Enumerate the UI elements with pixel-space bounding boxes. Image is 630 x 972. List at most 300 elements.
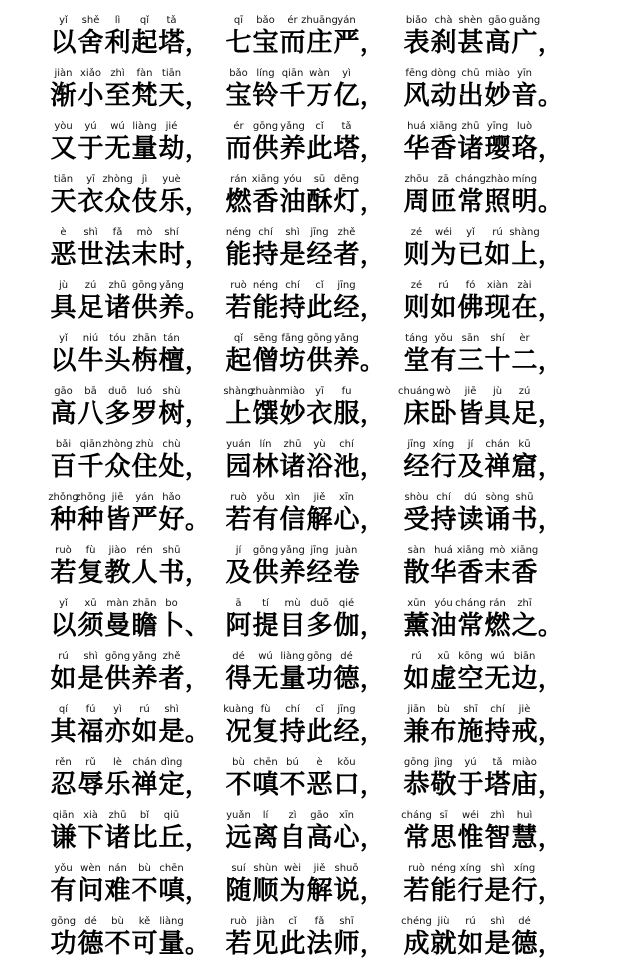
hanzi-character: 况 xyxy=(225,717,252,747)
character-cell xyxy=(333,650,360,695)
pinyin-annotation: ruò xyxy=(230,280,247,291)
hanzi-character: 常 xyxy=(457,611,484,641)
pinyin-annotation: xiāng xyxy=(456,545,485,556)
character-cell xyxy=(225,862,252,907)
hanzi-character: 如 xyxy=(131,717,158,747)
hanzi-character: 薰 xyxy=(403,611,430,641)
pinyin-annotation: wú xyxy=(110,121,125,132)
pinyin-annotation: xiāng xyxy=(251,174,280,185)
character-cell xyxy=(279,915,306,960)
pinyin-annotation: fēng xyxy=(405,68,428,79)
hanzi-character: 是 xyxy=(484,929,511,959)
pinyin-annotation: tǎ xyxy=(341,121,352,132)
hanzi-character: 复 xyxy=(77,558,104,588)
verse-line xyxy=(0,536,630,589)
character-cell xyxy=(403,703,430,748)
pinyin-annotation: yǎng xyxy=(280,545,305,556)
character-cell xyxy=(301,14,338,59)
pinyin-annotation: liàng xyxy=(132,121,157,132)
verse-line xyxy=(0,165,630,218)
hanzi-character: 行 xyxy=(457,876,484,906)
pinyin-annotation: jù xyxy=(492,386,503,397)
pinyin-annotation: shì xyxy=(83,227,98,238)
character-cell xyxy=(511,173,538,218)
character-cell xyxy=(333,332,360,377)
character-cell xyxy=(511,544,538,589)
punctuation-mark: ， xyxy=(538,135,562,163)
pinyin-annotation: zhuāng xyxy=(301,15,338,26)
pinyin-annotation: fàn xyxy=(136,68,153,79)
punctuation-mark: ， xyxy=(360,400,384,428)
punctuation-mark: ， xyxy=(538,930,562,958)
hanzi-character: 具 xyxy=(50,293,77,323)
pinyin-annotation: zhì xyxy=(490,810,505,821)
punctuation-mark: ， xyxy=(360,29,384,57)
punctuation-mark: ， xyxy=(185,877,209,905)
pinyin-annotation: bù xyxy=(138,863,151,874)
hanzi-character: 施 xyxy=(457,717,484,747)
hanzi-character: 法 xyxy=(104,240,131,270)
hanzi-character: 智 xyxy=(484,823,511,853)
character-cell xyxy=(279,809,306,854)
character-cell xyxy=(158,173,185,218)
character-cell xyxy=(306,915,333,960)
character-cell xyxy=(158,862,185,907)
pinyin-annotation: shì xyxy=(490,863,505,874)
hanzi-character: 于 xyxy=(77,134,104,164)
hanzi-character: 不 xyxy=(279,770,306,800)
pinyin-annotation: qí xyxy=(58,704,69,715)
character-cell xyxy=(104,14,131,59)
pinyin-annotation: niú xyxy=(82,333,99,344)
punctuation-mark: ， xyxy=(360,771,384,799)
hanzi-character: 香 xyxy=(457,558,484,588)
character-cell xyxy=(252,809,279,854)
character-cell xyxy=(50,385,77,430)
hanzi-character: 风 xyxy=(403,81,430,111)
hanzi-character: 宝 xyxy=(252,28,279,58)
pinyin-annotation: miào xyxy=(512,757,537,768)
character-cell xyxy=(158,915,185,960)
character-cell xyxy=(333,385,360,430)
hanzi-character: 是 xyxy=(77,664,104,694)
hanzi-character: 能 xyxy=(430,876,457,906)
character-cell xyxy=(403,173,430,218)
character-cell xyxy=(430,385,457,430)
hanzi-character: 油 xyxy=(430,611,457,641)
pinyin-annotation: kǒu xyxy=(337,757,356,768)
hanzi-character: 得 xyxy=(225,664,252,694)
character-cell xyxy=(430,862,457,907)
pinyin-annotation: bú xyxy=(286,757,299,768)
hanzi-character: 法 xyxy=(306,929,333,959)
character-cell xyxy=(50,279,77,324)
punctuation-mark: ， xyxy=(360,506,384,534)
pinyin-annotation: yǎng xyxy=(334,333,359,344)
hanzi-character: 树 xyxy=(158,399,185,429)
hanzi-character: 表 xyxy=(403,28,430,58)
pinyin-annotation: mò xyxy=(136,227,153,238)
pinyin-annotation: kū xyxy=(518,439,531,450)
character-cell xyxy=(252,120,279,165)
pinyin-annotation: jiě xyxy=(313,863,326,874)
hanzi-character: 时 xyxy=(158,240,185,270)
pinyin-annotation: yuǎn xyxy=(226,810,251,821)
character-cell xyxy=(430,120,457,165)
character-cell xyxy=(279,120,306,165)
character-cell xyxy=(457,915,484,960)
verse-phrase xyxy=(50,483,225,536)
pinyin-annotation: shī xyxy=(339,916,354,927)
character-cell xyxy=(403,809,430,854)
character-cell xyxy=(252,491,279,536)
character-cell xyxy=(131,703,158,748)
verse-phrase xyxy=(50,6,225,59)
character-cell xyxy=(252,756,279,801)
character-cell xyxy=(50,862,77,907)
hanzi-character: 卷 xyxy=(333,558,360,588)
character-cell xyxy=(104,385,131,430)
punctuation-mark: ， xyxy=(185,188,209,216)
hanzi-character: 二 xyxy=(511,346,538,376)
pinyin-annotation: néng xyxy=(252,280,279,291)
character-cell xyxy=(252,173,279,218)
punctuation-mark: 、 xyxy=(185,612,209,640)
pinyin-annotation: guǎng xyxy=(508,15,541,26)
verse-line xyxy=(0,430,630,483)
pinyin-annotation: xiàn xyxy=(486,280,509,291)
character-cell xyxy=(403,650,430,695)
character-cell xyxy=(77,14,104,59)
hanzi-character: 丘 xyxy=(158,823,185,853)
character-cell xyxy=(50,809,77,854)
pinyin-annotation: zhān xyxy=(132,598,157,609)
hanzi-character: 解 xyxy=(306,876,333,906)
pinyin-annotation: yǎng xyxy=(159,280,184,291)
pinyin-annotation: lè xyxy=(113,757,122,768)
verse-phrase xyxy=(403,165,578,218)
pinyin-annotation: huá xyxy=(407,121,426,132)
verse-phrase xyxy=(225,801,403,854)
hanzi-character: 成 xyxy=(403,929,430,959)
character-cell xyxy=(158,703,185,748)
verse-line xyxy=(0,324,630,377)
pinyin-annotation: kě xyxy=(138,916,151,927)
pinyin-annotation: luó xyxy=(136,386,153,397)
hanzi-character: 小 xyxy=(77,81,104,111)
pinyin-annotation: yīng xyxy=(486,121,509,132)
hanzi-character: 禅 xyxy=(484,452,511,482)
pinyin-annotation: chí xyxy=(490,704,505,715)
verse-phrase xyxy=(50,165,225,218)
hanzi-character: 布 xyxy=(430,717,457,747)
character-cell xyxy=(457,120,484,165)
hanzi-character: 量 xyxy=(158,929,185,959)
pinyin-annotation: tǎ xyxy=(166,15,177,26)
character-cell xyxy=(457,14,484,59)
punctuation-mark: ， xyxy=(360,82,384,110)
pinyin-annotation: jiè xyxy=(518,704,531,715)
character-cell xyxy=(104,597,131,642)
pinyin-annotation: mù xyxy=(284,598,301,609)
hanzi-character: 十 xyxy=(484,346,511,376)
verse-phrase xyxy=(225,59,403,112)
character-cell xyxy=(225,544,252,589)
pinyin-annotation: qǐ xyxy=(139,15,150,26)
hanzi-character: 持 xyxy=(430,505,457,535)
character-cell xyxy=(50,597,77,642)
pinyin-annotation: shì xyxy=(285,227,300,238)
pinyin-annotation: dé xyxy=(340,651,353,662)
verse-phrase xyxy=(225,642,403,695)
pinyin-annotation: wéi xyxy=(434,227,453,238)
pinyin-annotation: yǒu xyxy=(54,863,73,874)
hanzi-character: 甚 xyxy=(457,28,484,58)
pinyin-annotation: sēng xyxy=(253,333,278,344)
verse-phrase xyxy=(403,483,578,536)
hanzi-character: 高 xyxy=(484,28,511,58)
hanzi-character: 诸 xyxy=(279,452,306,482)
hanzi-character: 林 xyxy=(252,452,279,482)
pinyin-annotation: shù xyxy=(162,386,181,397)
punctuation-mark: ， xyxy=(360,188,384,216)
pinyin-annotation: bǎi xyxy=(55,439,72,450)
character-cell xyxy=(430,915,457,960)
character-cell xyxy=(484,756,511,801)
verse-phrase xyxy=(403,112,578,165)
pinyin-annotation: gōng xyxy=(252,545,279,556)
hanzi-character: 之 xyxy=(511,611,538,641)
character-cell xyxy=(511,650,538,695)
pinyin-annotation: jù xyxy=(58,280,69,291)
character-cell xyxy=(403,544,430,589)
hanzi-character: 诸 xyxy=(457,134,484,164)
pinyin-annotation: jīng xyxy=(337,704,356,715)
pinyin-annotation: xíng xyxy=(459,863,482,874)
hanzi-character: 忍 xyxy=(50,770,77,800)
hanzi-character: 心 xyxy=(333,505,360,535)
pinyin-annotation: zhū xyxy=(108,280,127,291)
character-cell xyxy=(403,332,430,377)
verse-phrase xyxy=(403,854,578,907)
hanzi-character: 谦 xyxy=(50,823,77,853)
hanzi-character: 僧 xyxy=(252,346,279,376)
pinyin-annotation: zì xyxy=(288,810,297,821)
hanzi-character: 万 xyxy=(306,81,333,111)
verse-phrase xyxy=(403,748,578,801)
punctuation-mark: ， xyxy=(360,930,384,958)
pinyin-annotation: shuō xyxy=(334,863,359,874)
pinyin-annotation: jīng xyxy=(310,545,329,556)
character-cell xyxy=(306,279,333,324)
character-cell xyxy=(77,650,104,695)
pinyin-annotation: fu xyxy=(341,386,352,397)
hanzi-character: 行 xyxy=(511,876,538,906)
hanzi-character: 卜 xyxy=(158,611,185,641)
character-cell xyxy=(104,915,131,960)
pinyin-annotation: kuàng xyxy=(223,704,254,715)
pinyin-annotation: ruò xyxy=(230,492,247,503)
character-cell xyxy=(77,862,104,907)
verse-phrase xyxy=(403,907,578,960)
hanzi-character: 下 xyxy=(77,823,104,853)
hanzi-character: 末 xyxy=(131,240,158,270)
hanzi-character: 处 xyxy=(158,452,185,482)
character-cell xyxy=(77,809,104,854)
hanzi-character: 供 xyxy=(104,664,131,694)
pinyin-annotation: shī xyxy=(463,704,478,715)
pinyin-annotation: míng xyxy=(511,174,538,185)
hanzi-character: 天 xyxy=(50,187,77,217)
pinyin-annotation: fǎ xyxy=(314,916,325,927)
punctuation-mark: 。 xyxy=(185,718,209,746)
pinyin-annotation: chí xyxy=(285,280,300,291)
character-cell xyxy=(252,544,279,589)
character-cell xyxy=(131,597,158,642)
character-cell xyxy=(484,279,511,324)
pinyin-annotation: yuán xyxy=(226,439,251,450)
pinyin-annotation: rú xyxy=(438,280,449,291)
character-cell xyxy=(511,703,538,748)
punctuation-mark: ， xyxy=(360,824,384,852)
character-cell xyxy=(252,67,279,112)
character-cell xyxy=(104,809,131,854)
hanzi-character: 敬 xyxy=(430,770,457,800)
hanzi-character: 为 xyxy=(430,240,457,270)
character-cell xyxy=(158,14,185,59)
hanzi-character: 无 xyxy=(252,664,279,694)
verse-phrase xyxy=(403,801,578,854)
punctuation-mark: ， xyxy=(185,824,209,852)
pinyin-annotation: juàn xyxy=(335,545,358,556)
pinyin-annotation: huì xyxy=(516,810,533,821)
hanzi-character: 能 xyxy=(252,293,279,323)
pinyin-annotation: rǔ xyxy=(85,757,96,768)
hanzi-character: 衣 xyxy=(77,187,104,217)
pinyin-annotation: xiǎo xyxy=(80,68,101,79)
hanzi-character: 离 xyxy=(252,823,279,853)
pinyin-annotation: cháng xyxy=(455,598,486,609)
hanzi-character: 嗔 xyxy=(158,876,185,906)
character-cell xyxy=(403,862,430,907)
character-cell xyxy=(104,650,131,695)
character-cell xyxy=(457,756,484,801)
character-cell xyxy=(77,385,104,430)
pinyin-annotation: bǐ xyxy=(139,810,150,821)
character-cell xyxy=(398,385,435,430)
character-cell xyxy=(484,226,511,271)
pinyin-annotation: jīng xyxy=(407,439,426,450)
hanzi-character: 又 xyxy=(50,134,77,164)
hanzi-character: 渐 xyxy=(50,81,77,111)
pinyin-annotation: liàng xyxy=(159,916,184,927)
character-cell xyxy=(225,332,252,377)
punctuation-mark: ， xyxy=(185,665,209,693)
punctuation-mark: ， xyxy=(185,29,209,57)
hanzi-character: 七 xyxy=(225,28,252,58)
pinyin-annotation: yīn xyxy=(516,68,533,79)
pinyin-annotation: zài xyxy=(517,280,532,291)
punctuation-mark: ， xyxy=(360,135,384,163)
character-cell xyxy=(430,544,457,589)
pinyin-annotation: chuáng xyxy=(398,386,435,397)
character-cell xyxy=(158,226,185,271)
hanzi-character: 解 xyxy=(306,505,333,535)
verse-phrase xyxy=(50,801,225,854)
hanzi-character: 现 xyxy=(484,293,511,323)
character-cell xyxy=(131,650,158,695)
character-cell xyxy=(484,597,511,642)
hanzi-character: 常 xyxy=(457,187,484,217)
verse-phrase xyxy=(225,218,403,271)
character-cell xyxy=(457,226,484,271)
hanzi-character: 养 xyxy=(131,664,158,694)
character-cell xyxy=(158,67,185,112)
hanzi-character: 皆 xyxy=(104,505,131,535)
hanzi-character: 瞻 xyxy=(131,611,158,641)
hanzi-character: 音 xyxy=(511,81,538,111)
character-cell xyxy=(225,650,252,695)
pinyin-annotation: sàn xyxy=(407,545,426,556)
pinyin-annotation: dú xyxy=(464,492,477,503)
pinyin-annotation: yuè xyxy=(162,174,181,185)
character-cell xyxy=(279,332,306,377)
pinyin-annotation: rán xyxy=(230,174,247,185)
character-cell xyxy=(457,385,484,430)
hanzi-character: 功 xyxy=(306,664,333,694)
pinyin-annotation: wèn xyxy=(80,863,101,874)
character-cell xyxy=(77,544,104,589)
pinyin-annotation: tiān xyxy=(161,68,182,79)
character-cell xyxy=(484,491,511,536)
character-cell xyxy=(484,332,511,377)
pinyin-annotation: jìng xyxy=(434,757,453,768)
character-cell xyxy=(131,67,158,112)
hanzi-character: 能 xyxy=(225,240,252,270)
pinyin-annotation: xìn xyxy=(284,492,301,503)
verse-phrase xyxy=(225,112,403,165)
pinyin-annotation: mò xyxy=(489,545,506,556)
character-cell xyxy=(403,915,430,960)
character-cell xyxy=(511,809,538,854)
character-cell xyxy=(457,332,484,377)
pinyin-annotation: néng xyxy=(430,863,457,874)
character-cell xyxy=(430,438,457,483)
pinyin-annotation: cǐ xyxy=(315,121,324,132)
character-cell xyxy=(279,491,306,536)
pinyin-annotation: miào xyxy=(485,68,510,79)
pinyin-annotation: rán xyxy=(489,598,506,609)
character-cell xyxy=(50,14,77,59)
hanzi-character: 目 xyxy=(279,611,306,641)
punctuation-mark: ， xyxy=(538,453,562,481)
pinyin-annotation: biān xyxy=(513,651,536,662)
pinyin-annotation: jīng xyxy=(337,280,356,291)
hanzi-character: 恶 xyxy=(50,240,77,270)
pinyin-annotation: rú xyxy=(58,651,69,662)
hanzi-character: 自 xyxy=(279,823,306,853)
verse-phrase xyxy=(225,6,403,59)
hanzi-character: 不 xyxy=(104,929,131,959)
character-cell xyxy=(306,438,333,483)
hanzi-character: 为 xyxy=(279,876,306,906)
hanzi-character: 罗 xyxy=(131,399,158,429)
pinyin-annotation: bo xyxy=(165,598,178,609)
character-cell xyxy=(50,438,77,483)
pinyin-annotation: qǐ xyxy=(233,333,244,344)
character-cell xyxy=(252,438,279,483)
hanzi-character: 牛 xyxy=(77,346,104,376)
